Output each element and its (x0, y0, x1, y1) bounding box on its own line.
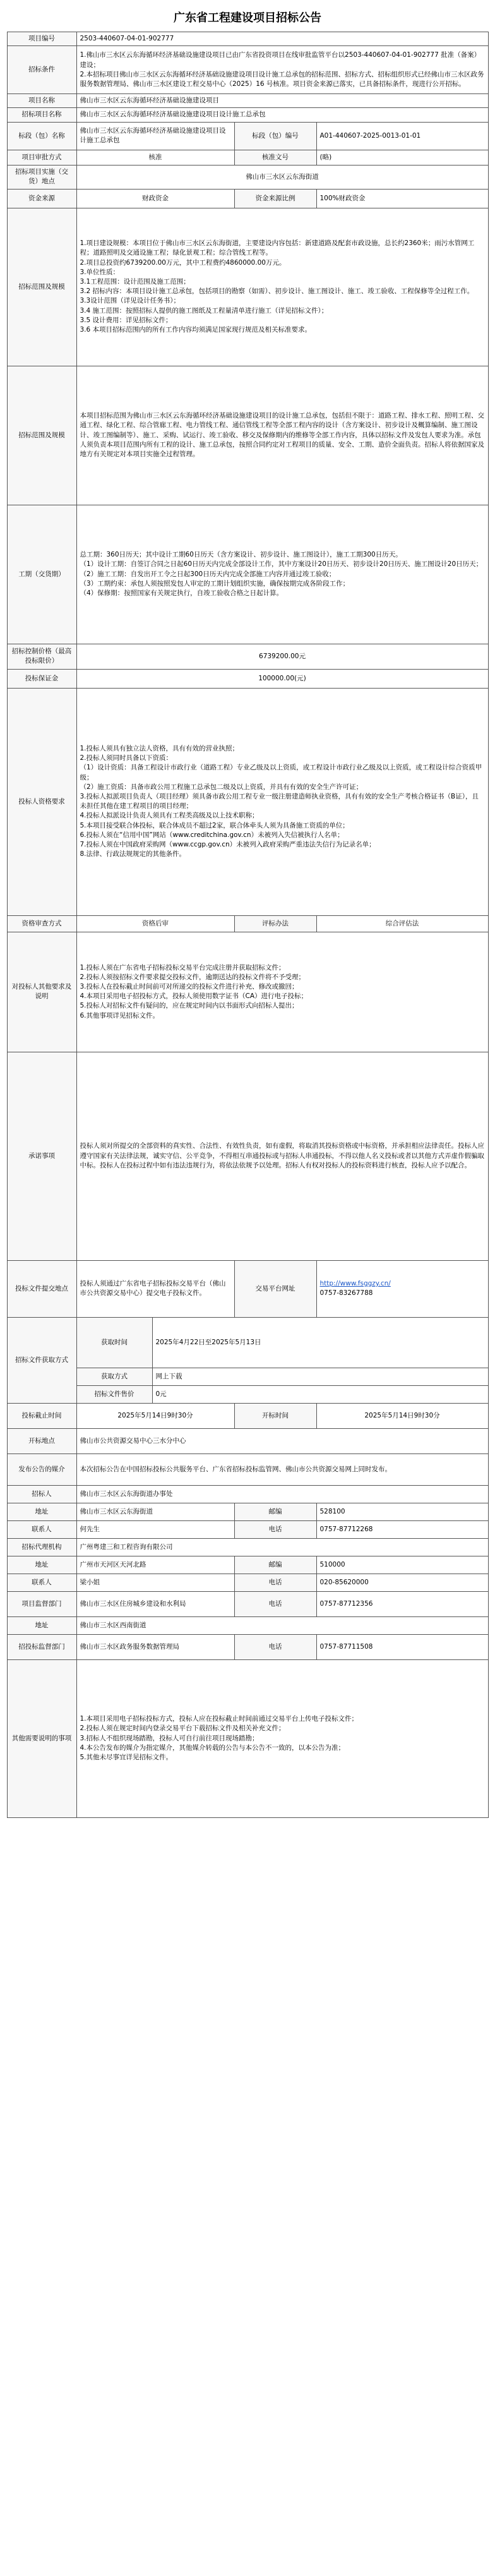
tenderer-address-label: 地址 (7, 1503, 76, 1520)
tenderer-phone: 0757-87712268 (316, 1520, 488, 1538)
requirement-item: 4.本项目采用电子招投标方式，投标人须使用数字证书（CA）进行电子投标； (80, 992, 308, 1001)
qualification-method-label: 资格审查方式 (7, 915, 76, 932)
duration-item: （2）施工工期：自发出开工令之日起300日历天内完成全部施工内容并通过竣工验收； (80, 570, 336, 578)
requirement-item: 2.投标人须按招标文件要求提交投标文件，逾期送达的投标文件将不予受理； (80, 973, 306, 981)
other-item: 3.招标人不组织现场踏勘，投标人可自行前往项目现场踏勘； (80, 1734, 259, 1742)
section-name-2: 佛山市三水区云东海循环经济基础设施建设项目设计施工总承包 (76, 122, 234, 150)
other-item: 1.本项目采用电子招标投标方式，投标人应在投标截止时间前通过交易平台上传电子投标文件； (80, 1715, 359, 1723)
scope-long: 本项目招标范围为佛山市三水区云东海循环经济基础设施建设项目的设计施工总承包，包括但不限于：道路工程、排水工程、照明工程、交通工程、绿化工程、综合管廊工程、电力管线工程、通信管线工程等全部工程内容的设计（含方案设计、初步设计及概算编制、施工图设计、竣工图编制等）、施工、采购、试运行、竣工验收、移交及保修期内的维修等全部工作内容，具体以招标文件及发包人要求为准。承包人须负责本项目范围内所有工程的设计、施工总承包，按照合同约定对工程项目的质量、安全、工期、造价全面负责。招标人将依据国家及地方有关规定对本项目实施全过程管理。 (76, 366, 488, 505)
supervisor-phone-label: 电话 (234, 1591, 316, 1616)
tender-condition-2: 2.本招标项目佛山市三水区云东海循环经济基础设施建设项目设计施工总承包的招标范围、招标方式、招标组织形式已经佛山市三水区政务服务数据管理局、佛山市三水区建设工程交易中心（2025）16 号核准。项目资金来源已落实，已具备招标条件，现进行公开招标。 (80, 70, 484, 88)
qualification-item: 1.投标人须具有独立法人资格，具有有效的营业执照； (80, 744, 239, 752)
section-name-label: 招标项目名称 (7, 108, 76, 122)
duration (76, 505, 488, 644)
open-place: 佛山市公共资源交易中心三水分中心 (76, 1428, 488, 1454)
section-name: 佛山市三水区云东海循环经济基础设施建设项目设计施工总承包 (76, 108, 488, 122)
bid-doc-time: 2025年4月22日至2025年5月13日 (152, 1317, 488, 1368)
qualification-label: 投标人资格要求 (7, 688, 76, 915)
qualification-item: 7.投标人须在中国政府采购网（www.ccgp.gov.cn）未被列入政府采购严重违法失信行为记录名单； (80, 841, 376, 849)
other-label: 其他需要说明的事项 (7, 1659, 76, 1817)
tenderer: 佛山市三水区云东海街道办事处 (76, 1485, 488, 1503)
agent-postcode: 510000 (316, 1556, 488, 1574)
scope-item: 2.项目总投资约6739200.00万元，其中工程费约4860000.00万元。 (80, 258, 286, 267)
supervisor-dept: 佛山市三水区政务服务数据管理局 (76, 1634, 234, 1659)
supervisor-dept-phone-label: 电话 (234, 1634, 316, 1659)
requirement-item: 3.投标人在投标截止时间前可对所递交的投标文件进行补充、修改或撤回； (80, 982, 299, 990)
project-code-label: 项目编号 (7, 32, 76, 46)
project-name-label: 项目名称 (7, 94, 76, 108)
supervisor-phone: 0757-87712356 (316, 1591, 488, 1616)
tenderer-postcode-label: 邮编 (234, 1503, 316, 1520)
agent-postcode-label: 邮编 (234, 1556, 316, 1574)
scope-item: 3.5 设计费用：详见招标文件； (80, 316, 172, 324)
fund-ratio: 100%财政资金 (316, 189, 488, 208)
approval-doc: (略) (316, 150, 488, 165)
tenderer-contact-label: 联系人 (7, 1520, 76, 1538)
qualification-item: 2.投标人须同时具备以下资质： (80, 754, 173, 762)
qualification-method: 资格后审 (76, 915, 234, 932)
control-price-label: 招标控制价格（最高投标限价） (7, 644, 76, 669)
project-name: 佛山市三水区云东海循环经济基础设施建设项目 (76, 94, 488, 108)
approval-label: 项目审批方式 (7, 150, 76, 165)
notice-media: 本次招标公告在中国招标投标公共服务平台、广东省招标投标监管网、佛山市公共资源交易网上同时发布。 (76, 1454, 488, 1485)
approval-value: 核准 (76, 150, 234, 165)
qualification-item: 3.投标人拟派项目负责人（项目经理）须具备市政公用工程专业一级注册建造师执业资格，具有有效的安全生产考核合格证书（B证），且未担任其他在建工程项目的项目经理； (80, 792, 479, 810)
promise-label: 承诺事项 (7, 1052, 76, 1260)
requirements-label: 对投标人其他要求及说明 (7, 932, 76, 1052)
duration-label: 工期（交货期） (7, 505, 76, 644)
tenderer-address: 佛山市三水区云东海街道 (76, 1503, 234, 1520)
other-item: 2.投标人须在规定时间内登录交易平台下载招标文件及相关补充文件； (80, 1724, 285, 1733)
page-title: 广东省工程建设项目招标公告 (174, 11, 321, 25)
requirement-item: 1.投标人须在广东省电子招标投标交易平台完成注册并获取招标文件； (80, 963, 285, 972)
supervisor-dept-label: 招投标监督部门 (7, 1634, 76, 1659)
scope-item: 3.单位性质： (80, 268, 120, 276)
qualification-item: 6.投标人须在“信用中国”网站（www.creditchina.gov.cn）未被列入失信被执行人名单； (80, 831, 344, 839)
bid-doc-method: 网上下载 (152, 1368, 488, 1385)
notice-media-label: 发布公告的媒介 (7, 1454, 76, 1485)
tenderer-phone-label: 电话 (234, 1520, 316, 1538)
deadline: 2025年5月14日9时30分 (76, 1403, 234, 1428)
other-item: 5.其他未尽事宜详见招标文件。 (80, 1753, 173, 1761)
open-time: 2025年5月14日9时30分 (316, 1403, 488, 1428)
qualification-item: 5.本项目接受联合体投标，联合体成员不超过2家，联合体牵头人须为具备施工资质的单位； (80, 821, 349, 829)
control-price: 6739200.00元 (76, 644, 488, 669)
scope-item: 1.项目建设规模：本项目位于佛山市三水区云东海街道，主要建设内容包括：新建道路及配套市政设施，总长约2360米；雨污水管网工程；道路照明及交通设施工程；绿化景观工程；综合管线工程等。 (80, 239, 475, 257)
scope-long-label: 招标范围及规模 (7, 366, 76, 505)
agent: 广州粤建三和工程咨询有限公司 (76, 1538, 488, 1556)
bid-doc-price: 0元 (152, 1385, 488, 1403)
requirement-item: 5.投标人对招标文件有疑问的，应在规定时间内以书面形式向招标人提出； (80, 1002, 299, 1010)
funding-value: 财政资金 (76, 189, 234, 208)
tender-conditions-label: 招标条件 (7, 46, 76, 94)
scope-label: 招标范围及规模 (7, 208, 76, 366)
supervisor-address-label: 地址 (7, 1616, 76, 1634)
platform-text: 投标人须通过广东省电子招标投标交易平台（佛山市公共资源交易中心）提交电子投标文件。 (76, 1260, 234, 1317)
construction-site-label: 招标项目实施（交货）地点 (7, 165, 76, 189)
requirements (76, 932, 488, 1052)
agent-address: 广州市天河区天河北路 (76, 1556, 234, 1574)
agent-label: 招标代理机构 (7, 1538, 76, 1556)
duration-item: （4）保修期：按照国家有关规定执行，自竣工验收合格之日起计算。 (80, 589, 283, 597)
duration-item: 总工期：360日历天；其中设计工期60日历天（含方案设计、初步设计、施工图设计），施工工期300日历天。 (80, 551, 402, 559)
open-place-label: 开标地点 (7, 1428, 76, 1454)
requirement-item: 6.其他事项详见招标文件。 (80, 1011, 160, 1020)
supervisor-label: 项目监督部门 (7, 1591, 76, 1616)
platform-label: 投标文件提交地点 (7, 1260, 76, 1317)
qualification-item: （1）设计资质：具备工程设计市政行业（道路工程）专业乙级及以上资质，或工程设计市政行业乙级及以上资质，或工程设计综合资质甲级； (80, 764, 482, 781)
fund-ratio-label: 资金来源比例 (234, 189, 316, 208)
other-item: 4.本公告发布的媒介为指定媒介，其他媒介转载的公告与本公告不一致的，以本公告为准； (80, 1743, 345, 1752)
qualification-item: 8.法律、行政法规规定的其他条件。 (80, 850, 186, 858)
platform-url-link[interactable]: http://www.fsggzy.cn/ (319, 1279, 391, 1287)
supervisor-dept-phone: 0757-87711508 (316, 1634, 488, 1659)
tenderer-label: 招标人 (7, 1485, 76, 1503)
section-code-label: 标段（包）名称 (7, 122, 76, 150)
platform-info (316, 1260, 488, 1317)
open-label: 开标时间 (234, 1403, 316, 1428)
funding-label: 资金来源 (7, 189, 76, 208)
tenderer-postcode: 528100 (316, 1503, 488, 1520)
bid-doc-method-label: 获取方式 (76, 1368, 152, 1385)
bid-doc-label: 招标文件获取方式 (7, 1317, 76, 1403)
other (76, 1659, 488, 1817)
scope-item: 3.6 本项目招标范围内的所有工作内容均须满足国家现行规范及相关标准要求。 (80, 326, 312, 334)
promise: 投标人须对所提交的全部资料的真实性、合法性、有效性负责，如有虚假，将取消其投标资格或中标资格，并承担相应法律责任。投标人应遵守国家有关法律法规，诚实守信、公平竞争，不得相互串通投标或与招标人串通投标，不得以他人名义投标或者以其他方式弄虚作假骗取中标。投标人在投标过程中如有违法违规行为，将依法依规予以处理。招标人有权对投标人的投标资料进行核查，投标人应予以配合。 (76, 1052, 488, 1260)
tender-condition-1: 1.佛山市三水区云东海循环经济基础设施建设项目已由广东省投资项目在线审批监管平台以2503-440607-04-01-902777 批准（备案）建设； (80, 51, 481, 69)
tenderer-contact: 何先生 (76, 1520, 234, 1538)
qualification-item: （2）施工资质：具备市政公用工程施工总承包二级及以上资质，并具有有效的安全生产许可证； (80, 783, 363, 791)
construction-site: 佛山市三水区云东海街道 (76, 165, 488, 189)
tender-conditions (76, 46, 488, 94)
approval-doc-label: 核准文号 (234, 150, 316, 165)
scope-item: 3.4 施工范围：按照招标人提供的施工图纸及工程量清单进行施工（详见招标文件）； (80, 306, 328, 315)
supervisor-address: 佛山市三水区西南街道 (76, 1616, 488, 1634)
platform-url-label: 交易平台网址 (234, 1260, 316, 1317)
duration-item: （3）工期约束：承包人须按照发包人审定的工期计划组织实施，确保按期完成各阶段工作； (80, 579, 350, 587)
duration-item: （1）设计工期：自签订合同之日起60日历天内完成全部设计工作，其中方案设计20日历天、初步设计20日历天、施工图设计20日历天； (80, 560, 483, 569)
agent-contact-label: 联系人 (7, 1574, 76, 1591)
qualification (76, 688, 488, 915)
agent-phone-label: 电话 (234, 1574, 316, 1591)
agent-contact: 梁小姐 (76, 1574, 234, 1591)
scope-item: 3.1工程范围：设计范围及施工范围； (80, 277, 190, 286)
platform-phone: 0757-83267788 (319, 1289, 373, 1297)
section-no-label: 标段（包）编号 (234, 122, 316, 150)
scope (76, 208, 488, 366)
eval-method-label: 评标办法 (234, 915, 316, 932)
project-code: 2503-440607-04-01-902777 (76, 32, 488, 46)
scope-item: 3.2 招标内容：本项目设计施工总承包，包括项目的勘察（如需）、初步设计、施工图设计、施工、竣工验收、工程保修等全过程工作。 (80, 287, 474, 296)
section-no: A01-440607-2025-0013-01-01 (316, 122, 488, 150)
eval-method: 综合评估法 (316, 915, 488, 932)
bid-bond-label: 投标保证金 (7, 669, 76, 688)
qualification-item: 4.投标人拟派设计负责人须具有工程类高级及以上技术职称； (80, 812, 259, 820)
agent-phone: 020-85620000 (316, 1574, 488, 1591)
deadline-label: 投标截止时间 (7, 1403, 76, 1428)
notice-table (7, 32, 489, 1818)
bid-bond: 100000.00(元) (76, 669, 488, 688)
scope-item: 3.3设计范围（详见设计任务书）； (80, 297, 180, 305)
bid-doc-price-label: 招标文件售价 (76, 1385, 152, 1403)
bid-doc-time-label: 获取时间 (76, 1317, 152, 1368)
agent-address-label: 地址 (7, 1556, 76, 1574)
supervisor: 佛山市三水区住房城乡建设和水利局 (76, 1591, 234, 1616)
